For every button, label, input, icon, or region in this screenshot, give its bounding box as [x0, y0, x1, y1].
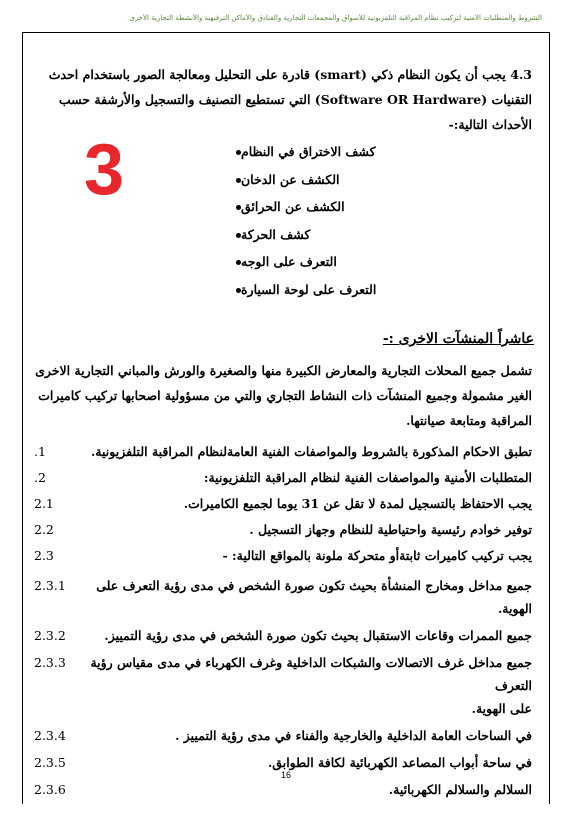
intro-line-3: الأحداث التالية:-	[448, 117, 532, 132]
list-item-number: .1	[34, 444, 46, 459]
event-bullet-list	[222, 142, 472, 307]
bullet-item	[222, 197, 472, 225]
sub-item-number: 2.3.4	[34, 728, 66, 743]
page-border-left	[22, 32, 23, 804]
bullet-text: كشف الحركة	[241, 226, 311, 242]
bullet-text: الكشف عن الدخان	[241, 171, 340, 187]
bullet-item	[222, 142, 472, 170]
list-item	[34, 492, 532, 515]
list-item-text: يجب تركيب كاميرات ثابتةأو متحركة ملونة بالمواقع التالية: -	[222, 548, 532, 563]
page-header: الشروط والمتطلبات الأمنية لتركيب نظام المراقبة التلفزيونية للأسواق والمجمعات التجارية والفنادق والأماكن الترفيهية والأنشطة التجارية الأخرى	[129, 14, 542, 22]
sub-item-number: 2.3.5	[34, 755, 66, 770]
sub-item-number: 2.3.3	[34, 655, 66, 670]
sub-item-text: السلالم والسلالم الكهربائية.	[388, 782, 532, 797]
sub-item-text: في الساحات العامة الداخلية والخارجية والفناء في مدى رؤية التمييز .	[175, 728, 532, 743]
list-item-number: 2.2	[34, 522, 54, 537]
bullet-icon	[236, 205, 241, 210]
sub-item-text: جميع الممرات وقاعات الاستقبال بحيث تكون صورة الشخص في مدى رؤية التمييز.	[104, 628, 532, 643]
bullet-icon	[236, 233, 241, 238]
list-item-text: يجب الاحتفاظ بالتسجيل لمدة لا تقل عن 31 يوما لجميع الكاميرات.	[183, 496, 532, 511]
intro-paragraph	[34, 62, 532, 137]
intro-line-2: التقنيات (Software OR Hardware) التي تستطيع التصنيف والتسجيل والأرشفة حسب	[58, 92, 532, 107]
sub-list-item	[34, 778, 532, 801]
sub-list-item	[34, 574, 532, 620]
sub-list-item	[34, 651, 532, 697]
sub-item-text: في ساحة أبواب المصاعد الكهربائية لكافة الطوابق.	[267, 755, 532, 770]
list-item-number: .2	[34, 470, 46, 485]
list-item	[34, 440, 532, 463]
sub-list-item	[34, 624, 532, 647]
sub-item-text-continuation: على الهوية.	[471, 701, 532, 716]
list-item-number: 2.1	[34, 496, 54, 511]
section-paragraph	[34, 358, 532, 433]
camera-locations-list	[34, 574, 532, 801]
bullet-icon	[236, 150, 241, 155]
bullet-icon	[236, 178, 241, 183]
requirements-list	[34, 440, 532, 570]
list-item-text: المتطلبات الأمنية والمواصفات الفنية لنظام المراقبة التلفزيونية:	[203, 470, 532, 485]
intro-line-1: 4.3 يجب أن يكون النظام ذكي (smart) قادرة على التحليل ومعالجة الصور باستخدام احدث	[48, 67, 532, 82]
list-item-number: 2.3	[34, 548, 54, 563]
list-item-text: توفير خوادم رئيسية واحتياطية للنظام وجهاز التسجيل .	[249, 522, 532, 537]
list-item	[34, 544, 532, 567]
bullet-item	[222, 225, 472, 253]
page-border-top	[22, 32, 550, 33]
sub-item-number: 2.3.2	[34, 628, 66, 643]
page-number: 16	[280, 770, 291, 780]
bullet-item	[222, 252, 472, 280]
section-title: عاشراً المنشآت الاخرى :-	[382, 331, 534, 347]
sub-item-number: 2.3.6	[34, 782, 66, 797]
bullet-item	[222, 280, 472, 308]
sub-list-item-continuation	[34, 697, 532, 720]
sub-list-item	[34, 724, 532, 747]
section-line-3: المراقبة ومتابعة صيانتها.	[406, 413, 532, 428]
bullet-text: التعرف على لوحة السيارة	[241, 281, 377, 297]
annotation-number: 3	[84, 130, 125, 210]
bullet-text: كشف الاختراق في النظام	[241, 144, 376, 159]
list-item-text: تطبق الاحكام المذكورة بالشروط والمواصفات الفنية العامةلنظام المراقبة التلفزيونية.	[90, 444, 532, 459]
bullet-text: التعرف على الوجه	[241, 254, 337, 269]
sub-item-text: جميع مداخل غرف الاتصالات والشبكات الداخلية وغرف الكهرباء في مدى مقياس رؤية التعرف	[90, 655, 532, 693]
bullet-item	[222, 170, 472, 198]
bullet-icon	[236, 288, 241, 293]
bullet-text: الكشف عن الحرائق	[241, 199, 345, 214]
list-item	[34, 518, 532, 541]
page-border-right	[549, 32, 550, 804]
sub-item-number: 2.3.1	[34, 578, 66, 593]
bullet-icon	[236, 260, 241, 265]
section-line-2: الغير مشمولة وجميع المنشآت ذات النشاط التجاري والتي من مسؤولية اصحابها تركيب كاميرات	[38, 388, 532, 403]
list-item	[34, 466, 532, 489]
sub-item-text: جميع مداخل ومخارج المنشأة بحيث تكون صورة الشخص في مدى رؤية التعرف على الهوية.	[96, 578, 532, 616]
section-line-1: تشمل جميع المحلات التجارية والمعارض الكبيرة منها والصغيرة والورش والمباني التجارية الاخرى	[35, 363, 532, 378]
